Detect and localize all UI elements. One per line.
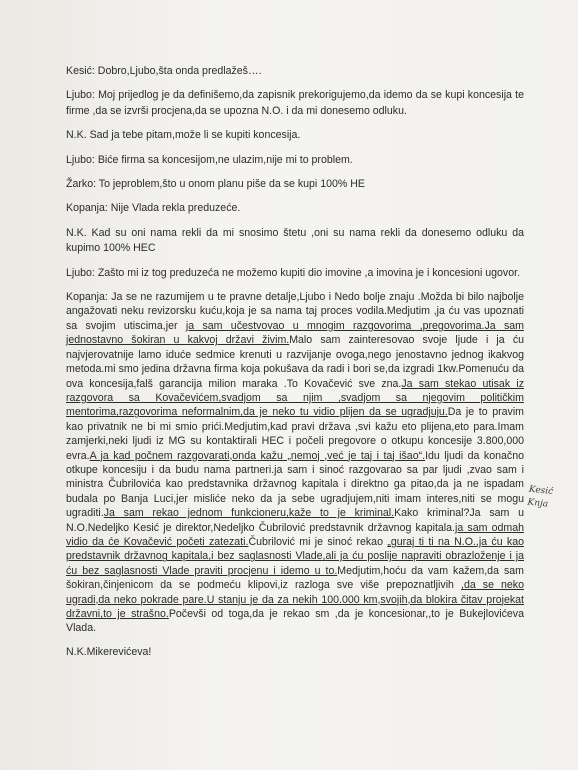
- segment: Da je to pravim kao privatnik ne bi mi smio prići.Medjutim,kad pravi država ,svi kažu eto plijena,eto para.Imam zamjerki,neki ljudi iz MG su kontaktirali HEC i počeli pregovore o otkupu koncesije 3.800,000 evra.: [66, 406, 524, 462]
- speaker-label: N.K.: [66, 129, 87, 142]
- paragraph-nk-2: [66, 226, 524, 257]
- paragraph-ljubo-2: [66, 153, 524, 168]
- segment: Idu ljudi da konačno otkupe koncesiju i da budu nama partneri.ja sam i sinoć razgovarao sa par ljudi ,zvao sam i ministra Čubrilovića kao predstavnika državnog kapitala i direktno ga pitao,da ja ne ispadam budala po Banja Luci,jer misliće neko da ja sebe ugradjujem,niti imam interes,niti se mogu ugraditi.: [66, 449, 524, 520]
- speaker-label: Ljubo:: [66, 266, 95, 279]
- paragraph-text: Kad su oni nama rekli da mi snosimo štetu ,oni su nama rekli da donesemo odluku da kupimo 100% HEC: [66, 226, 524, 255]
- speaker-label: Ljubo:: [66, 89, 95, 102]
- paragraph-text: To jeproblem,što u onom planu piše da se kupi 100% HE: [96, 178, 365, 191]
- segment: Počevši od toga,da je rekao sm ,da je koncesionar,,to je Bukejlovićeva Vlada.: [66, 608, 524, 635]
- speaker-label: Kopanja:: [66, 291, 108, 304]
- speaker-label: Kopanja:: [66, 202, 108, 215]
- paragraph-text: Mikerevićeva!: [86, 645, 152, 658]
- speaker-label: Ljubo:: [66, 153, 95, 166]
- speaker-label: Žarko:: [66, 178, 97, 191]
- paragraph-ljubo-3: [66, 266, 524, 281]
- underlined-segment: A ja kad počnem razgovarati,onda kažu „nemoj ,već je taj i taj išao“.: [89, 449, 426, 462]
- underlined-segment: U stanju je da za nekih 100.000 km,svojih,da blokira čitav projekat državni,to je strašno.: [66, 593, 524, 620]
- paragraph-ljubo-1: [66, 88, 524, 119]
- segment: Malo sam zainteresovao svoje ljude i ja ću najvjerovatnije lamo iduće sedmice krenuti u razvijanje ovoga,nego jenostavno jednog ikakvog metoda.mi smo jedina državna firma koja pokušava da radi i bori se,da izgradi 1kw.Pomenuću da ova koncesija,falš garancija milion maraka .To Kovačević sve zna.: [66, 334, 525, 390]
- paragraph-text: Zašto mi iz tog preduzeća ne možemo kupiti dio imovine ,a imovina je i koncesioni ugovor.: [94, 266, 521, 279]
- margin-note-line: Kesić: [528, 484, 554, 498]
- underlined-segment: ja sam učestvovao u mnogim razgovorima ,pregovorima.Ja sam jednostavno šokiran u kakvoj državi živim.: [66, 319, 524, 347]
- segment: Čubrilović mi je sinoć rekao: [248, 535, 388, 548]
- paragraph-text: Moj prijedlog je da definišemo,da zapisnik prekorigujemo,da idemo da se kupi koncesija te firme ,da se izvrši procjena,da se upozna N.O. i da mi donesemo odluku.: [66, 89, 524, 117]
- paragraph-kopanja-long: [66, 290, 524, 636]
- speaker-label: Kesić:: [66, 65, 95, 77]
- paragraph-text: Sad ja tebe pitam,može li se kupiti koncesija.: [89, 129, 301, 142]
- paragraph-text: Biće firma sa koncesijom,ne ulazim,nije mi to problem.: [94, 153, 353, 166]
- paragraph-kesic-1: [66, 64, 524, 79]
- underlined-segment: „guraj ti ti na N.O.,ja ću kao predstavnik državnog kapitala,i bez saglasnosti Vlade,ali ja ću poslije napraviti obrazloženje i ja ću bez saglasnosti Vlade praviti procjenu i idemo u to.: [66, 535, 525, 577]
- paragraph-nk-closing: [66, 645, 524, 660]
- underlined-segment: Ja sam rekao jednom funkcioneru,kaže to je kriminal.: [103, 507, 395, 520]
- paragraph-kopanja-1: [66, 201, 524, 216]
- segment: Ja se ne razumijem u te pravne detalje,Ljubo i Nedo bolje znaju .Možda bi bilo najbolje angažovati neku revizorsku kuću,koja je sa nama taj proces vodila.Medjutim ,ja ću vas upoznati sa svojim utiscima,jer: [66, 291, 524, 332]
- paragraph-zarko-1: [66, 177, 524, 192]
- margin-note-line: Knja: [526, 497, 549, 510]
- segment: Medjutim,hoću da vam kažem,da sam šokiran,činjenicom da se podmeću klipovi,iz razloga sve više prepoznatljivih: [66, 564, 524, 592]
- paragraph-nk-1: [66, 128, 524, 143]
- speaker-label: N.K.: [66, 226, 87, 239]
- underlined-segment: ,da se neko ugradi,da neko pokrade pare.: [66, 579, 524, 606]
- handwritten-margin-note: [527, 484, 575, 515]
- transcript-body: [66, 64, 524, 669]
- speaker-label: N.K.: [66, 645, 87, 658]
- paragraph-text: Nije Vlada rekla preduzeće.: [107, 202, 241, 215]
- segment: Kako kriminal?Ja sam u N.O.Nedeljko Kesić je direktor,Nedeljko Čubrilović predstavnik državnog kapitala.: [66, 507, 524, 534]
- underlined-segment: ja sam odmah vidio da će Kovačević početi zatezati.: [66, 521, 524, 548]
- underlined-segment: Ja sam stekao utisak iz razgovora sa Kovačevićem,svadjom sa njim ,svadjom sa njegovim političkim mentorima,razgovorima neformalnim,da je neko tu vidio plijen da se ugradjuju.: [66, 377, 524, 419]
- paragraph-text: Dobro,Ljubo,šta onda predlažeš….: [94, 65, 262, 77]
